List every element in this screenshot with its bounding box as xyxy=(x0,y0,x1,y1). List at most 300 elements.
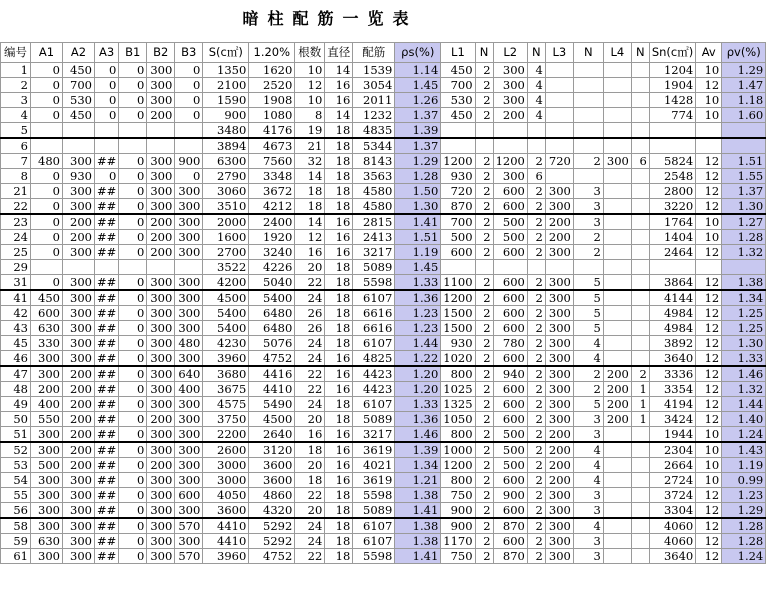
cell-l3[interactable]: 300 xyxy=(545,534,573,549)
cell-rho-v[interactable] xyxy=(722,123,766,139)
cell-n3[interactable] xyxy=(573,63,603,78)
cell-area-1-2pct[interactable]: 2640 xyxy=(249,427,295,443)
header-n2[interactable]: N xyxy=(527,43,545,63)
cell-id[interactable]: 56 xyxy=(1,503,31,519)
cell-a1[interactable]: 0 xyxy=(31,169,63,184)
cell-n4[interactable] xyxy=(631,458,649,473)
cell-b2[interactable] xyxy=(147,123,175,139)
cell-l1[interactable]: 900 xyxy=(441,503,475,519)
cell-rebar-area[interactable]: 3217 xyxy=(353,245,395,260)
cell-av[interactable]: 12 xyxy=(696,184,722,199)
cell-bar-count[interactable]: 24 xyxy=(295,397,325,412)
cell-l4[interactable] xyxy=(603,108,631,123)
cell-b1[interactable]: 0 xyxy=(119,321,147,336)
cell-n3[interactable]: 4 xyxy=(573,518,603,534)
cell-n3[interactable]: 4 xyxy=(573,458,603,473)
cell-id[interactable]: 59 xyxy=(1,534,31,549)
cell-n1[interactable]: 2 xyxy=(475,503,493,519)
cell-n3[interactable] xyxy=(573,260,603,275)
cell-av[interactable] xyxy=(696,123,722,139)
cell-bar-diameter[interactable]: 16 xyxy=(325,427,353,443)
cell-l1[interactable]: 900 xyxy=(441,518,475,534)
cell-rebar-area[interactable]: 1232 xyxy=(353,108,395,123)
cell-rebar-area[interactable]: 4835 xyxy=(353,123,395,139)
cell-l2[interactable] xyxy=(493,260,527,275)
cell-b1[interactable]: 0 xyxy=(119,336,147,351)
header-rho-s[interactable]: ρs(%) xyxy=(395,43,441,63)
cell-b2[interactable]: 200 xyxy=(147,245,175,260)
cell-n1[interactable] xyxy=(475,260,493,275)
cell-rho-v[interactable]: 1.34 xyxy=(722,290,766,306)
cell-a3[interactable]: ## xyxy=(95,427,119,443)
cell-n4[interactable] xyxy=(631,108,649,123)
cell-b1[interactable]: 0 xyxy=(119,412,147,427)
cell-l4[interactable] xyxy=(603,306,631,321)
header-b3[interactable]: B3 xyxy=(175,43,203,63)
cell-sn-area[interactable]: 3304 xyxy=(649,503,695,519)
cell-bar-diameter[interactable]: 18 xyxy=(325,549,353,564)
cell-n3[interactable] xyxy=(573,108,603,123)
cell-n4[interactable] xyxy=(631,214,649,230)
cell-b3[interactable]: 300 xyxy=(175,306,203,321)
cell-bar-diameter[interactable]: 18 xyxy=(325,275,353,291)
cell-bar-diameter[interactable]: 16 xyxy=(325,78,353,93)
cell-n3[interactable] xyxy=(573,93,603,108)
cell-rho-s[interactable]: 1.50 xyxy=(395,184,441,199)
cell-rebar-area[interactable]: 4825 xyxy=(353,351,395,367)
cell-bar-diameter[interactable]: 18 xyxy=(325,518,353,534)
cell-bar-diameter[interactable]: 18 xyxy=(325,336,353,351)
cell-l4[interactable] xyxy=(603,336,631,351)
cell-av[interactable]: 10 xyxy=(696,93,722,108)
cell-a3[interactable] xyxy=(95,138,119,154)
cell-a1[interactable]: 0 xyxy=(31,214,63,230)
cell-b2[interactable]: 300 xyxy=(147,321,175,336)
cell-b3[interactable]: 300 xyxy=(175,427,203,443)
cell-rho-v[interactable]: 1.29 xyxy=(722,503,766,519)
cell-rho-s[interactable]: 1.23 xyxy=(395,321,441,336)
cell-rebar-area[interactable]: 3217 xyxy=(353,427,395,443)
cell-bar-count[interactable]: 18 xyxy=(295,473,325,488)
cell-n4[interactable]: 2 xyxy=(631,366,649,382)
cell-id[interactable]: 45 xyxy=(1,336,31,351)
cell-l4[interactable] xyxy=(603,169,631,184)
cell-rebar-area[interactable]: 6107 xyxy=(353,534,395,549)
cell-b3[interactable] xyxy=(175,260,203,275)
cell-l4[interactable] xyxy=(603,275,631,291)
cell-av[interactable]: 10 xyxy=(696,427,722,443)
cell-l3[interactable]: 300 xyxy=(545,549,573,564)
cell-b1[interactable]: 0 xyxy=(119,63,147,78)
cell-rho-s[interactable]: 1.37 xyxy=(395,138,441,154)
cell-area-1-2pct[interactable]: 5292 xyxy=(249,518,295,534)
cell-s-area[interactable]: 3480 xyxy=(203,123,249,139)
cell-n1[interactable]: 2 xyxy=(475,488,493,503)
cell-rebar-area[interactable]: 4423 xyxy=(353,382,395,397)
cell-l3[interactable]: 300 xyxy=(545,275,573,291)
cell-n1[interactable] xyxy=(475,123,493,139)
cell-id[interactable]: 3 xyxy=(1,93,31,108)
cell-rebar-area[interactable]: 6107 xyxy=(353,397,395,412)
cell-rho-s[interactable]: 1.45 xyxy=(395,260,441,275)
cell-bar-diameter[interactable]: 18 xyxy=(325,503,353,519)
cell-area-1-2pct[interactable]: 5292 xyxy=(249,534,295,549)
cell-b1[interactable]: 0 xyxy=(119,306,147,321)
cell-n1[interactable]: 2 xyxy=(475,306,493,321)
cell-bar-count[interactable]: 8 xyxy=(295,108,325,123)
cell-id[interactable]: 52 xyxy=(1,442,31,458)
cell-l3[interactable] xyxy=(545,260,573,275)
cell-a3[interactable]: 0 xyxy=(95,108,119,123)
header-a3[interactable]: A3 xyxy=(95,43,119,63)
cell-bar-diameter[interactable]: 18 xyxy=(325,123,353,139)
cell-bar-count[interactable]: 18 xyxy=(295,184,325,199)
cell-s-area[interactable]: 900 xyxy=(203,108,249,123)
cell-n1[interactable]: 2 xyxy=(475,245,493,260)
cell-l4[interactable]: 200 xyxy=(603,397,631,412)
cell-l2[interactable]: 500 xyxy=(493,230,527,245)
cell-area-1-2pct[interactable]: 3600 xyxy=(249,458,295,473)
cell-a1[interactable]: 400 xyxy=(31,397,63,412)
cell-id[interactable]: 54 xyxy=(1,473,31,488)
cell-av[interactable]: 12 xyxy=(696,199,722,215)
cell-b2[interactable]: 300 xyxy=(147,184,175,199)
cell-l1[interactable]: 800 xyxy=(441,473,475,488)
cell-n2[interactable]: 2 xyxy=(527,534,545,549)
cell-n3[interactable]: 2 xyxy=(573,382,603,397)
cell-rho-s[interactable]: 1.38 xyxy=(395,488,441,503)
cell-rho-v[interactable]: 1.37 xyxy=(722,184,766,199)
cell-b3[interactable]: 0 xyxy=(175,78,203,93)
cell-area-1-2pct[interactable]: 6480 xyxy=(249,306,295,321)
cell-area-1-2pct[interactable]: 2400 xyxy=(249,214,295,230)
cell-av[interactable] xyxy=(696,138,722,154)
cell-b3[interactable]: 300 xyxy=(175,199,203,215)
cell-l4[interactable] xyxy=(603,123,631,139)
cell-a3[interactable]: ## xyxy=(95,366,119,382)
cell-rho-v[interactable]: 0.99 xyxy=(722,473,766,488)
cell-rebar-area[interactable]: 3619 xyxy=(353,442,395,458)
cell-rho-s[interactable]: 1.51 xyxy=(395,230,441,245)
cell-l1[interactable] xyxy=(441,138,475,154)
cell-n4[interactable] xyxy=(631,306,649,321)
cell-n3[interactable] xyxy=(573,78,603,93)
cell-a2[interactable] xyxy=(63,260,95,275)
cell-rho-v[interactable]: 1.55 xyxy=(722,169,766,184)
cell-b1[interactable] xyxy=(119,260,147,275)
cell-l1[interactable]: 720 xyxy=(441,184,475,199)
header-a1[interactable]: A1 xyxy=(31,43,63,63)
cell-l2[interactable]: 200 xyxy=(493,108,527,123)
cell-a3[interactable]: ## xyxy=(95,397,119,412)
cell-l4[interactable] xyxy=(603,78,631,93)
cell-n4[interactable] xyxy=(631,442,649,458)
cell-sn-area[interactable]: 3424 xyxy=(649,412,695,427)
cell-n4[interactable] xyxy=(631,488,649,503)
cell-a3[interactable]: ## xyxy=(95,412,119,427)
cell-rho-s[interactable]: 1.41 xyxy=(395,214,441,230)
cell-b3[interactable]: 0 xyxy=(175,169,203,184)
cell-l3[interactable]: 300 xyxy=(545,503,573,519)
cell-area-1-2pct[interactable]: 4320 xyxy=(249,503,295,519)
cell-av[interactable]: 10 xyxy=(696,214,722,230)
cell-n1[interactable]: 2 xyxy=(475,154,493,169)
cell-n3[interactable]: 3 xyxy=(573,199,603,215)
cell-b1[interactable] xyxy=(119,123,147,139)
cell-rebar-area[interactable]: 2413 xyxy=(353,230,395,245)
cell-rebar-area[interactable]: 6616 xyxy=(353,321,395,336)
cell-l1[interactable]: 1500 xyxy=(441,306,475,321)
cell-n1[interactable]: 2 xyxy=(475,382,493,397)
cell-n4[interactable] xyxy=(631,275,649,291)
cell-b3[interactable] xyxy=(175,138,203,154)
cell-rho-s[interactable]: 1.41 xyxy=(395,549,441,564)
cell-b1[interactable]: 0 xyxy=(119,93,147,108)
cell-s-area[interactable]: 2700 xyxy=(203,245,249,260)
cell-id[interactable]: 7 xyxy=(1,154,31,169)
header-av[interactable]: Av xyxy=(696,43,722,63)
cell-s-area[interactable]: 1350 xyxy=(203,63,249,78)
cell-av[interactable]: 12 xyxy=(696,488,722,503)
cell-rebar-area[interactable]: 4021 xyxy=(353,458,395,473)
cell-s-area[interactable]: 1590 xyxy=(203,93,249,108)
cell-bar-diameter[interactable]: 16 xyxy=(325,351,353,367)
cell-rho-v[interactable]: 1.44 xyxy=(722,397,766,412)
cell-bar-count[interactable]: 24 xyxy=(295,351,325,367)
cell-av[interactable]: 10 xyxy=(696,63,722,78)
cell-l2[interactable]: 600 xyxy=(493,275,527,291)
cell-n3[interactable]: 5 xyxy=(573,275,603,291)
cell-n3[interactable]: 3 xyxy=(573,214,603,230)
cell-rho-v[interactable]: 1.28 xyxy=(722,518,766,534)
cell-bar-count[interactable]: 16 xyxy=(295,245,325,260)
cell-s-area[interactable]: 2100 xyxy=(203,78,249,93)
cell-s-area[interactable]: 2000 xyxy=(203,214,249,230)
header-n4[interactable]: N xyxy=(631,43,649,63)
cell-rebar-area[interactable]: 6616 xyxy=(353,306,395,321)
cell-a2[interactable]: 300 xyxy=(63,290,95,306)
cell-n4[interactable] xyxy=(631,245,649,260)
cell-av[interactable]: 12 xyxy=(696,549,722,564)
cell-n3[interactable]: 2 xyxy=(573,245,603,260)
cell-a1[interactable]: 300 xyxy=(31,488,63,503)
cell-b2[interactable] xyxy=(147,138,175,154)
cell-a3[interactable]: ## xyxy=(95,503,119,519)
header-s-area[interactable]: S(c㎡) xyxy=(203,43,249,63)
cell-b2[interactable]: 300 xyxy=(147,93,175,108)
cell-rho-s[interactable]: 1.41 xyxy=(395,503,441,519)
cell-a3[interactable]: ## xyxy=(95,184,119,199)
cell-s-area[interactable]: 3960 xyxy=(203,549,249,564)
cell-b2[interactable]: 300 xyxy=(147,397,175,412)
cell-area-1-2pct[interactable]: 4226 xyxy=(249,260,295,275)
cell-rebar-area[interactable]: 5598 xyxy=(353,549,395,564)
cell-id[interactable]: 24 xyxy=(1,230,31,245)
cell-area-1-2pct[interactable]: 6480 xyxy=(249,321,295,336)
cell-l4[interactable] xyxy=(603,549,631,564)
cell-av[interactable]: 10 xyxy=(696,458,722,473)
header-b1[interactable]: B1 xyxy=(119,43,147,63)
cell-s-area[interactable]: 3894 xyxy=(203,138,249,154)
cell-id[interactable]: 23 xyxy=(1,214,31,230)
cell-sn-area[interactable] xyxy=(649,260,695,275)
cell-l4[interactable]: 200 xyxy=(603,366,631,382)
cell-n2[interactable]: 2 xyxy=(527,336,545,351)
cell-a3[interactable]: ## xyxy=(95,518,119,534)
cell-l4[interactable] xyxy=(603,184,631,199)
cell-av[interactable]: 12 xyxy=(696,321,722,336)
cell-sn-area[interactable]: 4984 xyxy=(649,321,695,336)
cell-n2[interactable]: 2 xyxy=(527,321,545,336)
cell-a1[interactable]: 300 xyxy=(31,351,63,367)
cell-area-1-2pct[interactable]: 7560 xyxy=(249,154,295,169)
cell-n2[interactable]: 2 xyxy=(527,184,545,199)
cell-sn-area[interactable]: 3336 xyxy=(649,366,695,382)
cell-rho-s[interactable]: 1.46 xyxy=(395,427,441,443)
cell-a3[interactable]: ## xyxy=(95,214,119,230)
cell-b2[interactable]: 300 xyxy=(147,518,175,534)
cell-sn-area[interactable]: 3724 xyxy=(649,488,695,503)
cell-l1[interactable]: 1200 xyxy=(441,154,475,169)
cell-n3[interactable]: 4 xyxy=(573,442,603,458)
cell-sn-area[interactable]: 3640 xyxy=(649,549,695,564)
cell-n2[interactable]: 2 xyxy=(527,199,545,215)
cell-rho-s[interactable]: 1.36 xyxy=(395,290,441,306)
cell-l2[interactable]: 870 xyxy=(493,549,527,564)
cell-rho-v[interactable] xyxy=(722,260,766,275)
cell-a1[interactable]: 0 xyxy=(31,108,63,123)
cell-a1[interactable]: 300 xyxy=(31,442,63,458)
cell-rho-v[interactable]: 1.60 xyxy=(722,108,766,123)
cell-rho-s[interactable]: 1.20 xyxy=(395,366,441,382)
cell-rebar-area[interactable]: 5089 xyxy=(353,412,395,427)
cell-bar-count[interactable]: 26 xyxy=(295,321,325,336)
cell-sn-area[interactable]: 2548 xyxy=(649,169,695,184)
cell-l4[interactable] xyxy=(603,427,631,443)
cell-area-1-2pct[interactable]: 5400 xyxy=(249,290,295,306)
cell-n1[interactable]: 2 xyxy=(475,275,493,291)
cell-rho-v[interactable]: 1.33 xyxy=(722,351,766,367)
cell-n2[interactable]: 2 xyxy=(527,306,545,321)
cell-b3[interactable]: 0 xyxy=(175,63,203,78)
cell-id[interactable]: 2 xyxy=(1,78,31,93)
cell-area-1-2pct[interactable]: 3672 xyxy=(249,184,295,199)
cell-n1[interactable]: 2 xyxy=(475,169,493,184)
cell-bar-diameter[interactable]: 18 xyxy=(325,199,353,215)
cell-l4[interactable] xyxy=(603,503,631,519)
cell-bar-diameter[interactable]: 16 xyxy=(325,473,353,488)
cell-a2[interactable]: 200 xyxy=(63,214,95,230)
cell-a2[interactable]: 930 xyxy=(63,169,95,184)
cell-rho-v[interactable]: 1.25 xyxy=(722,321,766,336)
cell-l3[interactable] xyxy=(545,63,573,78)
cell-id[interactable]: 48 xyxy=(1,382,31,397)
cell-a2[interactable]: 300 xyxy=(63,488,95,503)
cell-bar-count[interactable]: 20 xyxy=(295,503,325,519)
cell-av[interactable]: 12 xyxy=(696,503,722,519)
cell-a1[interactable]: 0 xyxy=(31,199,63,215)
cell-n2[interactable]: 2 xyxy=(527,427,545,443)
cell-bar-diameter[interactable]: 18 xyxy=(325,169,353,184)
cell-sn-area[interactable]: 2664 xyxy=(649,458,695,473)
cell-b3[interactable]: 300 xyxy=(175,351,203,367)
cell-a3[interactable]: ## xyxy=(95,534,119,549)
cell-rho-v[interactable]: 1.25 xyxy=(722,306,766,321)
cell-n3[interactable]: 5 xyxy=(573,321,603,336)
cell-av[interactable]: 12 xyxy=(696,169,722,184)
cell-l3[interactable] xyxy=(545,78,573,93)
cell-rho-v[interactable]: 1.47 xyxy=(722,78,766,93)
cell-n3[interactable]: 3 xyxy=(573,412,603,427)
cell-n1[interactable] xyxy=(475,138,493,154)
cell-sn-area[interactable]: 1944 xyxy=(649,427,695,443)
cell-n3[interactable]: 3 xyxy=(573,549,603,564)
cell-l2[interactable]: 300 xyxy=(493,93,527,108)
cell-bar-count[interactable]: 18 xyxy=(295,442,325,458)
cell-rebar-area[interactable]: 2815 xyxy=(353,214,395,230)
cell-b2[interactable]: 300 xyxy=(147,154,175,169)
cell-a1[interactable]: 450 xyxy=(31,290,63,306)
cell-rho-s[interactable]: 1.39 xyxy=(395,442,441,458)
header-a2[interactable]: A2 xyxy=(63,43,95,63)
cell-rho-v[interactable]: 1.43 xyxy=(722,442,766,458)
cell-l4[interactable] xyxy=(603,63,631,78)
cell-n3[interactable]: 4 xyxy=(573,351,603,367)
cell-n2[interactable]: 2 xyxy=(527,230,545,245)
cell-bar-count[interactable]: 14 xyxy=(295,169,325,184)
cell-a2[interactable] xyxy=(63,138,95,154)
cell-n2[interactable]: 6 xyxy=(527,169,545,184)
cell-bar-diameter[interactable]: 16 xyxy=(325,230,353,245)
cell-l3[interactable]: 300 xyxy=(545,321,573,336)
cell-n1[interactable]: 2 xyxy=(475,412,493,427)
cell-rebar-area[interactable]: 3563 xyxy=(353,169,395,184)
cell-area-1-2pct[interactable]: 3240 xyxy=(249,245,295,260)
cell-s-area[interactable]: 4575 xyxy=(203,397,249,412)
cell-n4[interactable] xyxy=(631,260,649,275)
cell-b2[interactable]: 300 xyxy=(147,366,175,382)
cell-a1[interactable]: 0 xyxy=(31,78,63,93)
cell-bar-count[interactable]: 24 xyxy=(295,518,325,534)
cell-n2[interactable]: 2 xyxy=(527,549,545,564)
cell-sn-area[interactable]: 4060 xyxy=(649,518,695,534)
cell-l1[interactable]: 750 xyxy=(441,488,475,503)
cell-n1[interactable]: 2 xyxy=(475,518,493,534)
cell-n2[interactable]: 2 xyxy=(527,397,545,412)
cell-n1[interactable]: 2 xyxy=(475,351,493,367)
cell-bar-diameter[interactable]: 16 xyxy=(325,366,353,382)
cell-b3[interactable] xyxy=(175,123,203,139)
header-rho-v[interactable]: ρv(%) xyxy=(722,43,766,63)
cell-n1[interactable]: 2 xyxy=(475,473,493,488)
cell-l3[interactable]: 300 xyxy=(545,351,573,367)
cell-bar-count[interactable]: 12 xyxy=(295,230,325,245)
cell-s-area[interactable]: 3060 xyxy=(203,184,249,199)
cell-l2[interactable]: 600 xyxy=(493,321,527,336)
cell-id[interactable]: 22 xyxy=(1,199,31,215)
cell-b3[interactable]: 300 xyxy=(175,397,203,412)
cell-l2[interactable]: 1200 xyxy=(493,154,527,169)
cell-bar-count[interactable]: 10 xyxy=(295,93,325,108)
cell-l3[interactable]: 300 xyxy=(545,306,573,321)
cell-a1[interactable]: 0 xyxy=(31,184,63,199)
cell-l2[interactable]: 500 xyxy=(493,442,527,458)
cell-l3[interactable]: 300 xyxy=(545,488,573,503)
cell-l4[interactable]: 300 xyxy=(603,154,631,169)
cell-n2[interactable]: 4 xyxy=(527,78,545,93)
cell-l2[interactable] xyxy=(493,123,527,139)
cell-l1[interactable]: 930 xyxy=(441,336,475,351)
